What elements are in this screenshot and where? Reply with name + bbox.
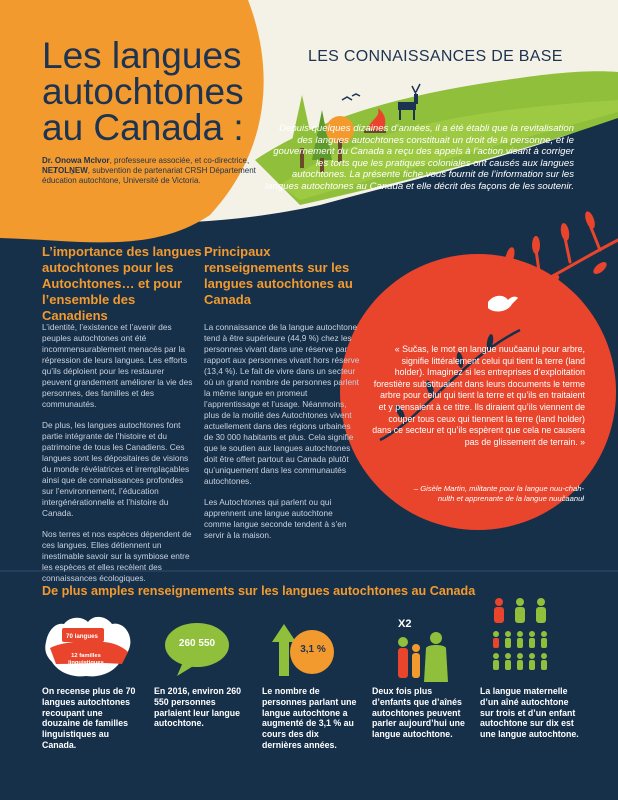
quote-text: « Sučas, le mot en langue nuučaanuł pour arbre, signifie littéralement celui qui tient la terre (land holder). Imaginez si les entreprises d’exploitation forestière substituaient dans leurs documents le terme arbre pour celui qui tient la terre et qu’ils en traitaient et y pensaient à ce titre. Ils diraient qu’ils viennent de couper tous ceux qui tiennent la terre (land holder) dans ce secteur et qu’ils espèrent que cela ne causera pas de glissement de terrain. » xyxy=(372,344,585,447)
principal-paragraph-2: Les Autochtones qui parlent ou qui apprennent une langue autochtone comme langue seconde tendent à s’en servir à la maison. xyxy=(204,497,347,540)
principal-column xyxy=(204,322,362,551)
map-label-languages: 70 langues xyxy=(66,633,98,640)
map-label-families: 12 familles linguistiques xyxy=(68,653,104,666)
more-info-heading: De plus amples renseignements sur les langues autochtones au Canada xyxy=(42,584,476,598)
bubble-label: 260 550 xyxy=(178,638,216,649)
basics-title: LES CONNAISSANCES DE BASE xyxy=(308,48,563,65)
speech-bubble-icon xyxy=(163,620,231,678)
stat-text-5: La langue maternelle d’un aîné autochtone sur trois et d’un enfant autochtone sur dix est une langue autochtone. xyxy=(480,686,579,740)
quote-attribution: – Gisèle Martin, militante pour la langue nuu-chah-nulth et apprenante de la langue nuučaanuł xyxy=(413,484,584,503)
family-icon xyxy=(392,628,462,684)
arrow-label: 3,1 % xyxy=(300,644,326,655)
page-title: Les langues autochtones au Canada : xyxy=(42,35,244,148)
stat-text-3: Le nombre de personnes parlant une langue autochtone a augmenté de 3,1 % au cours des dix dernières années. xyxy=(262,686,357,750)
project-name: NEȾOLṈEW xyxy=(42,166,88,175)
importance-heading: L’importance des langues autochtones pour les Autochtones… et pour l’ensemble des Canadiens xyxy=(42,244,202,323)
author-affiliation: , subvention de partenariat CRSH Département éducation autochtone, Université de Victoria. xyxy=(42,166,256,185)
importance-paragraph-3: Nos terres et nos espèces dépendent de ces langues. Elles détiennent un inestimable savoir sur la symbiose entre les espèces et elles recèlent des connaissances écologiques. xyxy=(42,529,192,583)
principal-heading: Principaux renseignements sur les langues autochtones au Canada xyxy=(204,244,353,307)
family-label: X2 xyxy=(398,618,412,630)
stat-text-4: Deux fois plus d’enfants que d’aînés autochtones peuvent parler aujourd’hui une langue autochtone. xyxy=(372,686,465,740)
author-credit xyxy=(42,156,272,186)
importance-column xyxy=(42,322,194,594)
intro-paragraph: Depuis quelques dizaines d’années, il a été établi que la revitalisation des langues autochtones constituait un droit de la personne, et le gouvernement du Canada a reçu des appels à l’action visant à corriger les torts que les pratiques coloniales ont causés aux langues autochtones. La présente fiche vous fournit de l’information sur les langues autochtones au Canada et elle décrit des façons de les soutenir. xyxy=(265,123,574,192)
author-role: , professeure associée, et co-directrice, xyxy=(109,156,250,165)
stat-text-2: En 2016, environ 260 550 personnes parlaient leur langue autochtone. xyxy=(154,686,242,729)
importance-paragraph-2: De plus, les langues autochtones font partie intégrante de l’histoire et du patrimoine de tous les Canadiens. Ces langues sont les dépositaires de visions du monde révélatrices et irremplaçables ainsi que de connaissances profondes sur l’environnement, l’éducation intergénérationnelle et l’histoire du Canada. xyxy=(42,420,190,518)
people-grid-icon xyxy=(488,596,554,682)
importance-paragraph-1: L’identité, l’existence et l’avenir des peuples autochtones ont été incommensurablement menacés par la répression de leurs langues. Les efforts qu’ils déploient pour les restaurer peuvent grandement améliorer la vie des personnes, des familles et des communautés. xyxy=(42,322,193,409)
stat-text-1: On recense plus de 70 langues autochtones recoupant une douzaine de familles linguistiques au Canada. xyxy=(42,686,136,750)
canada-map-icon xyxy=(42,612,134,680)
author-name: Dr. Onowa McIvor xyxy=(42,156,110,165)
principal-paragraph-1: La connaissance de la langue autochtone tend à être supérieure (44,9 %) chez les personnes vivant dans une réserve par rapport aux personnes vivant hors réserve (13,4 %). Le fait de vivre dans un secteur où un grand nombre de personnes parlent la même langue en promeut l’apprentissage et l’usage. Néanmoins, plus de la moitié des Autochtones vivent actuellement dans des régions urbaines de 30 000 habitants et plus. Cela signifie que le soutien aux langues autochtones doit être offert partout au Canada plutôt qu’uniquement dans les communautés autochtones. xyxy=(204,322,360,486)
